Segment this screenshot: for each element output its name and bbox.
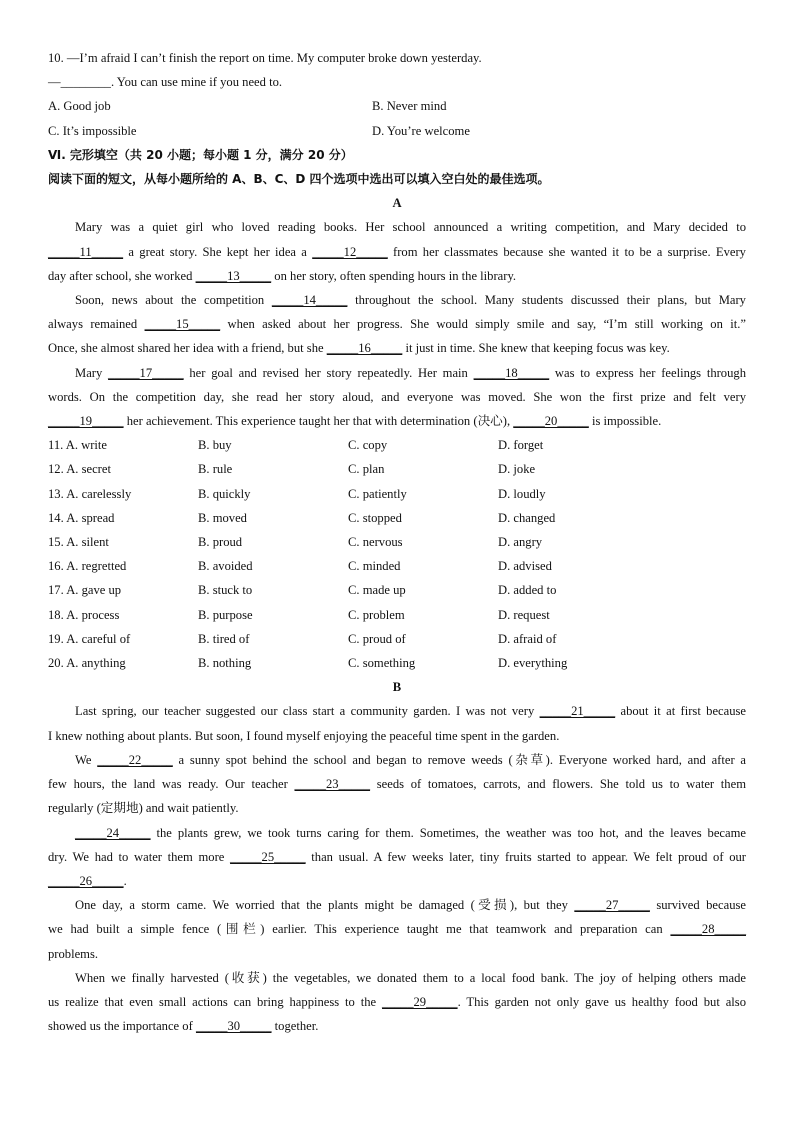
option-a: A. Good job <box>48 99 111 114</box>
passage-text: problems. <box>48 946 99 961</box>
passage-text: together. <box>271 1019 319 1034</box>
passage-text: Mary <box>75 365 109 380</box>
passage-text: I knew nothing about plants. But soon, I found myself enjoying the peaceful time spent in the garden. <box>48 728 560 743</box>
passage-line <box>48 409 746 433</box>
answer-blank: _____25_____ <box>230 849 306 864</box>
question-10-options-row-2 <box>48 119 746 143</box>
passage-line <box>48 240 746 264</box>
passage-text: When we finally harvested (收获) the vegetables, we donated them to a local food bank. The joy of helping others made <box>75 970 746 985</box>
option-d: D. added to <box>498 583 557 598</box>
passage-line <box>48 264 746 288</box>
option-a: 14. A. spread <box>48 510 115 525</box>
passage-b-label: B <box>392 680 402 695</box>
passage-text: showed us the importance of <box>48 1019 196 1034</box>
passage-text: regularly (定期地) and wait patiently. <box>48 801 239 816</box>
answer-blank: _____13_____ <box>195 268 272 283</box>
option-row <box>48 530 746 554</box>
option-row <box>48 651 746 675</box>
question-10-reply: —________. You can use mine if you need to. <box>48 75 283 90</box>
passage-line <box>48 917 746 941</box>
passage-text: her achievement. This experience taught her that with determination (决心), <box>123 414 514 429</box>
passage-text: dry. We had to water them more <box>48 849 231 864</box>
passage-text: it just in time. She knew that keeping focus was key. <box>402 341 670 356</box>
passage-line <box>48 1014 746 1038</box>
passage-text: when asked about her progress. She would simply smile and say, “I’m still working on it.” <box>220 317 746 332</box>
option-row <box>48 578 746 602</box>
answer-blank: _____11_____ <box>48 244 124 259</box>
option-b: B. quickly <box>198 486 251 501</box>
passage-text: survived because <box>649 898 746 913</box>
option-c: C. plan <box>348 462 385 477</box>
passage-line <box>48 966 746 990</box>
option-a: 17. A. gave up <box>48 583 122 598</box>
option-b: B. Never mind <box>372 99 447 114</box>
passage-text: Mary was a quiet girl who loved reading books. Her school announced a writing competition, and Mary decided to <box>75 220 746 235</box>
passage-text: throughout the school. Many students discussed their plans, but Mary <box>347 293 746 308</box>
option-a: 20. A. anything <box>48 656 126 671</box>
option-d: D. advised <box>498 559 552 574</box>
passage-line <box>48 288 746 312</box>
passage-line <box>48 748 746 772</box>
passage-text: always remained <box>48 317 145 332</box>
passage-text: about it at first because <box>615 704 746 719</box>
passage-text: seeds of tomatoes, carrots, and flowers. She told us to water them <box>370 777 746 792</box>
option-a: 11. A. write <box>48 438 107 453</box>
option-c: C. copy <box>348 438 388 453</box>
option-d: D. everything <box>498 656 568 671</box>
option-b: B. tired of <box>198 631 250 646</box>
option-d: D. You’re welcome <box>372 123 470 138</box>
passage-line <box>48 724 746 748</box>
option-c: C. stopped <box>348 510 402 525</box>
passage-line <box>48 893 746 917</box>
answer-blank: _____23_____ <box>294 777 371 792</box>
option-d: D. loudly <box>498 486 546 501</box>
option-b: B. nothing <box>198 656 252 671</box>
passage-text: is impossible. <box>588 414 662 429</box>
option-b: B. avoided <box>198 559 253 574</box>
answer-blank: _____26_____ <box>48 873 124 888</box>
passage-text: Soon, news about the competition <box>75 293 272 308</box>
option-b: B. purpose <box>198 607 253 622</box>
answer-blank: _____16_____ <box>326 341 403 356</box>
question-10-options-row-1 <box>48 94 746 118</box>
answer-blank: _____18_____ <box>473 365 550 380</box>
option-c: C. problem <box>348 607 405 622</box>
passage-line <box>48 942 746 966</box>
option-d: D. changed <box>498 510 556 525</box>
passage-line <box>48 336 746 360</box>
option-a: 18. A. process <box>48 607 120 622</box>
option-b: B. buy <box>198 438 232 453</box>
option-row <box>48 603 746 627</box>
option-row <box>48 457 746 481</box>
option-a: 19. A. careful of <box>48 631 131 646</box>
option-c: C. something <box>348 656 416 671</box>
option-a: 12. A. secret <box>48 462 111 477</box>
option-a: 16. A. regretted <box>48 559 127 574</box>
answer-blank: _____15_____ <box>144 317 221 332</box>
passage-line <box>48 215 746 239</box>
option-c: C. nervous <box>348 535 403 550</box>
option-a: 13. A. carelessly <box>48 486 132 501</box>
passage-a-text <box>48 215 746 433</box>
passage-text: . This garden not only gave us healthy food but also <box>457 994 746 1009</box>
passage-line <box>48 385 746 409</box>
option-b: B. moved <box>198 510 247 525</box>
option-b: B. rule <box>198 462 233 477</box>
passage-text: words. On the competition day, she read her story aloud, and everyone was moved. She won the first prize and felt very <box>48 389 746 404</box>
passage-text: us realize that even small actions can bring happiness to the <box>48 994 383 1009</box>
answer-blank: _____28_____ <box>670 922 746 937</box>
passage-text: on her story, often spending hours in the library. <box>271 268 517 283</box>
passage-line <box>48 772 746 796</box>
answer-blank: —________ <box>48 75 111 90</box>
option-row <box>48 627 746 651</box>
answer-blank: _____29_____ <box>382 994 458 1009</box>
passage-text: than usual. A few weeks later, tiny fruits started to appear. We felt proud of our <box>305 849 747 864</box>
passage-text: . <box>123 873 127 888</box>
option-c: C. made up <box>348 583 406 598</box>
passage-b-text <box>48 699 746 1038</box>
passage-text: a great story. She kept her idea a <box>123 244 313 259</box>
passage-text: few hours, the land was ready. Our teacher <box>48 777 295 792</box>
answer-blank: _____24_____ <box>75 825 151 840</box>
exam-page <box>48 46 746 1038</box>
passage-text: the plants grew, we took turns caring for them. Sometimes, the weather was too hot, and the leaves became <box>150 825 746 840</box>
passage-text: One day, a storm came. We worried that the plants might be damaged (受损), but they <box>75 898 575 913</box>
question-10-stem: 10. —I’m afraid I can’t finish the report on time. My computer broke down yesterday. <box>48 51 482 65</box>
passage-text: Once, she almost shared her idea with a friend, but she <box>48 341 327 356</box>
passage-text: We <box>75 752 98 767</box>
answer-blank: _____17_____ <box>108 365 184 380</box>
option-row <box>48 433 746 457</box>
passage-line <box>48 796 746 820</box>
passage-a-label: A <box>392 196 402 211</box>
answer-blank: _____20_____ <box>513 414 589 429</box>
passage-line <box>48 361 746 385</box>
passage-text: was to express her feelings through <box>549 365 746 380</box>
option-d: D. forget <box>498 438 544 453</box>
option-b: B. stuck to <box>198 583 253 598</box>
option-row <box>48 506 746 530</box>
answer-blank: _____21_____ <box>539 704 616 719</box>
option-c: C. proud of <box>348 631 406 646</box>
answer-blank: _____19_____ <box>48 414 124 429</box>
passage-line <box>48 990 746 1014</box>
passage-text: we had built a simple fence (围栏) earlier. This experience taught me that teamwork and preparation can <box>48 922 671 937</box>
option-row <box>48 554 746 578</box>
answer-blank: _____27_____ <box>574 898 650 913</box>
option-d: D. afraid of <box>498 631 557 646</box>
passage-a-options <box>48 433 746 675</box>
answer-blank: _____22_____ <box>97 752 173 767</box>
option-c: C. patiently <box>348 486 407 501</box>
passage-line <box>48 845 746 869</box>
passage-text: her goal and revised her story repeatedly. Her main <box>183 365 474 380</box>
answer-blank: _____14_____ <box>271 293 348 308</box>
passage-text: day after school, she worked <box>48 268 196 283</box>
option-row <box>48 482 746 506</box>
option-d: D. joke <box>498 462 536 477</box>
answer-blank: _____12_____ <box>312 244 388 259</box>
section-instruction: 阅读下面的短文，从每小题所给的 A、B、C、D 四个选项中选出可以填入空白处的最佳选项。 <box>48 172 550 187</box>
option-c: C. minded <box>348 559 401 574</box>
option-c: C. It’s impossible <box>48 123 137 138</box>
passage-text: a sunny spot behind the school and began to remove weeds (杂草). Everyone worked hard, and after a <box>172 752 746 767</box>
passage-line <box>48 869 746 893</box>
answer-blank: _____30_____ <box>195 1019 272 1034</box>
passage-line <box>48 699 746 723</box>
passage-line <box>48 312 746 336</box>
passage-text: Last spring, our teacher suggested our class start a community garden. I was not very <box>75 704 540 719</box>
passage-line <box>48 821 746 845</box>
option-b: B. proud <box>198 535 243 550</box>
section-title: Ⅵ. 完形填空（共 20 小题；每小题 1 分，满分 20 分） <box>48 147 353 162</box>
option-d: D. request <box>498 607 550 622</box>
option-d: D. angry <box>498 535 543 550</box>
option-a: 15. A. silent <box>48 535 109 550</box>
passage-text: from her classmates because she wanted it to be a surprise. Every <box>387 244 746 259</box>
